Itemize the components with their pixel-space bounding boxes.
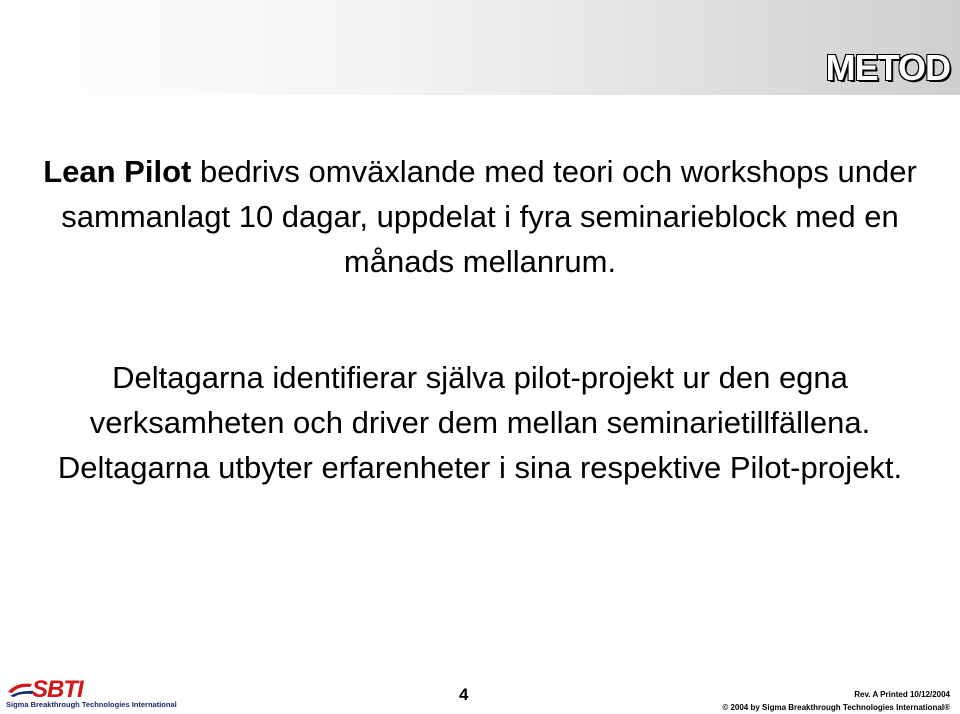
sbti-logo: [6, 676, 176, 710]
logo-text: SBTI: [32, 676, 83, 703]
paragraph-participants: Deltagarna identifierar själva pilot-projekt ur den egna verksamheten och driver dem mellan seminarietillfällena. Deltagarna utbyter erfarenheter i sina respektive Pilot-projekt.: [57, 360, 903, 485]
page-number: 4: [459, 685, 469, 704]
copyright-text: © 2004 by Sigma Breakthrough Technologies International®: [722, 703, 950, 712]
logo-subtitle: Sigma Breakthrough Technologies International: [6, 700, 177, 709]
header-band: [0, 0, 960, 95]
paragraph-intro-text: bedrivs omväxlande med teori och workshops under sammanlagt 10 dagar, uppdelat i fyra seminarieblock med en månads mellanrum.: [61, 154, 917, 279]
paragraph-intro: [40, 149, 920, 284]
slide-title: METOD: [825, 47, 950, 88]
paragraph-intro-bold: Lean Pilot: [43, 154, 192, 189]
revision-text: Rev. A Printed 10/12/2004: [854, 690, 950, 699]
